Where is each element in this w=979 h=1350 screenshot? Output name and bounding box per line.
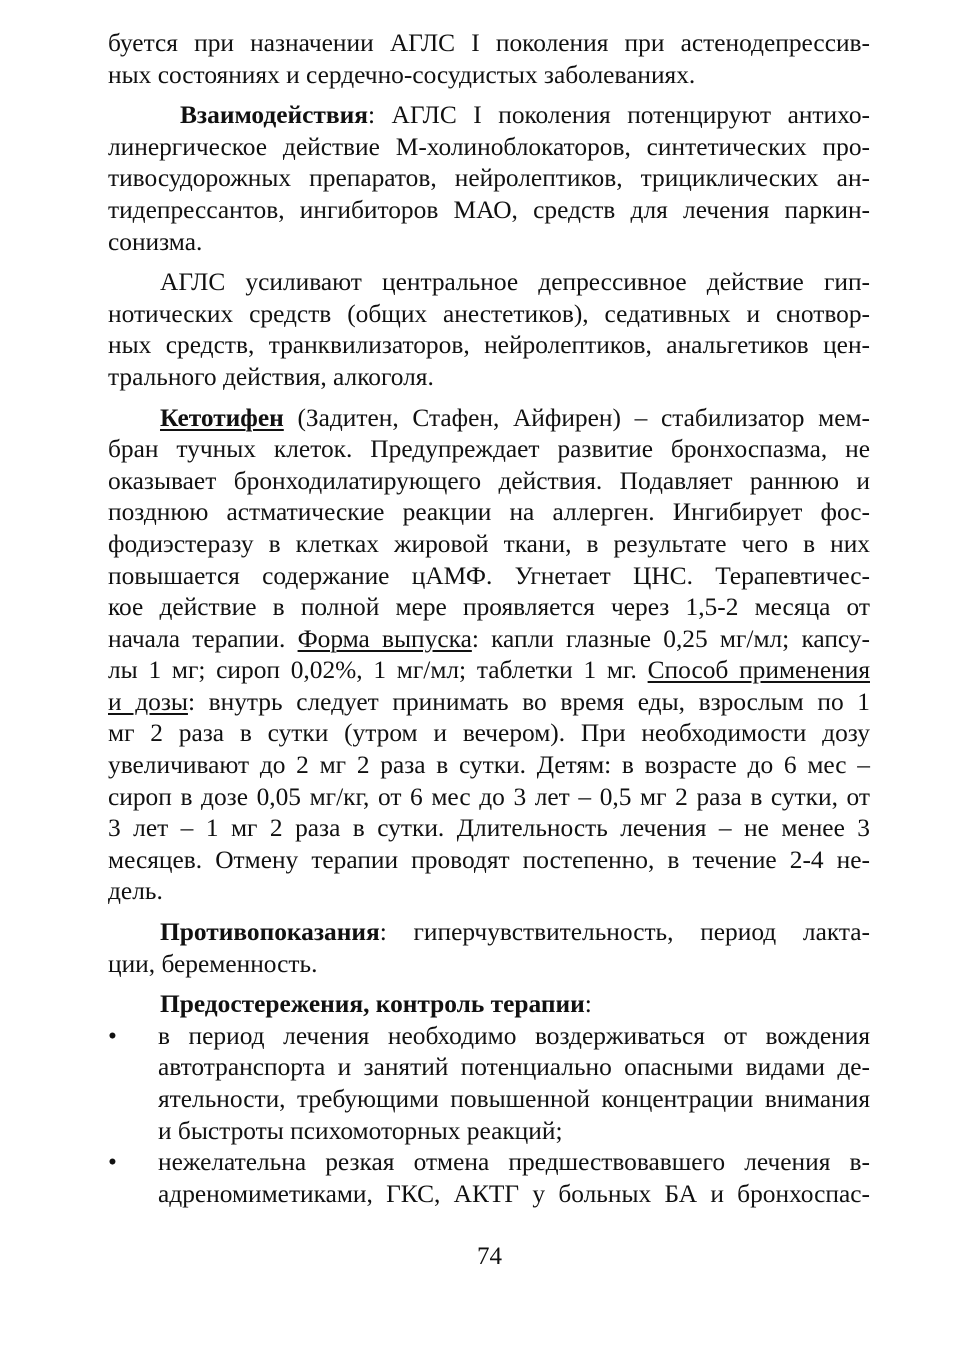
text-line: в период лечения необходимо воздерживаться от вождения [158, 1021, 870, 1050]
text-line: сироп в дозе 0,05 мг/кг, от 6 мес до 3 лет – 0,5 мг 2 раза в сутки, от [108, 782, 870, 811]
text-line: позднюю астматические реакции на аллерген. Ингибирует фос- [108, 498, 870, 527]
dosage-method-label: Способ применения [647, 656, 870, 685]
list-item [108, 1147, 870, 1210]
text-line: и дозы: внутрь следует принимать во время еды, взрослым по 1 [108, 687, 870, 716]
text-line: ных состояниях и сердечно-сосудистых заболеваниях. [108, 60, 696, 89]
text-line: Противопоказания: гиперчувствительность, период лакта- [160, 918, 870, 947]
text-line: ятельности, требующими повышенной концентрации внимания [158, 1085, 870, 1113]
text-line: повышается содержание цАМФ. Угнетает ЦНС. Терапевтичес- [108, 561, 870, 590]
precautions-heading: Предостережения, контроль терапии [160, 990, 585, 1019]
text-line: адреномиметиками, ГКС, АКТГ у больных БА и бронхоспас- [158, 1179, 870, 1208]
list-item [108, 1021, 870, 1147]
text-line: фодиэстеразу в клетках жировой ткани, в результате чего в них [108, 529, 870, 558]
text-line: лы 1 мг; сироп 0,02%, 1 мг/мл; таблетки 1 мг. Способ применения [108, 656, 870, 685]
text-line: буется при назначении АГЛС I поколения при астенодепрессив- [108, 29, 870, 57]
contraindications-heading: Противопоказания [160, 918, 380, 947]
text-line: 3 лет – 1 мг 2 раза в сутки. Длительность лечения – не менее 3 [108, 814, 870, 843]
bullet-icon: • [108, 1021, 117, 1050]
page-body [108, 28, 870, 1210]
text-line: нотических средств (общих анестетиков), седативных и снотвор- [108, 299, 870, 328]
text-line: тивосудорожных препаратов, нейролептиков, трициклических ан- [108, 164, 870, 193]
dosage-method-label-cont: и дозы [108, 687, 188, 716]
interactions-heading: Взаимодействия [180, 101, 368, 130]
text-line: автотранспорта и занятий потенциально опасными видами де- [158, 1053, 870, 1082]
paragraph-ketotifen [108, 403, 870, 909]
text-line: бран тучных клеток. Предупреждает развитие бронхоспазма, не [108, 435, 870, 464]
paragraph-interactions [108, 100, 870, 258]
text-line: начала терапии. Форма выпуска: капли глазные 0,25 мг/мл; капсу- [108, 624, 870, 653]
text-line: оказывает бронходилатирующего действия. Подавляет раннюю и [108, 466, 870, 495]
text-line: трального действия, алкоголя. [108, 362, 434, 391]
text-line: мг 2 раза в сутки (утром и вечером). При необходимости дозу [108, 719, 870, 748]
page-number: 74 [477, 1243, 502, 1270]
text-line: тидепрессантов, ингибиторов МАО, средств для лечения паркин- [108, 195, 870, 224]
paragraph-precautions-heading [108, 989, 870, 1021]
text-line: кое действие в полной мере проявляется через 1,5-2 месяца от [108, 593, 870, 622]
text-line: Предостережения, контроль терапии: [160, 990, 592, 1019]
text-line: ции, беременность. [108, 949, 318, 978]
text-line: ных средств, транквилизаторов, нейролептиков, анальгетиков цен- [108, 331, 870, 360]
paragraph-aglc-effects [108, 267, 870, 393]
text-line: месяцев. Отмену терапии проводят постепенно, в течение 2-4 не- [108, 845, 870, 874]
drug-name-ketotifen: Кетотифен [160, 403, 284, 432]
text-line: нежелательна резкая отмена предшествовавшего лечения в- [158, 1148, 870, 1177]
text-line: дель. [108, 877, 163, 906]
text-line: увеличивают до 2 мг 2 раза в сутки. Детям: в возрасте до 6 мес – [108, 751, 870, 780]
text-line: Кетотифен (Задитен, Стафен, Айфирен) – стабилизатор мем- [160, 403, 870, 432]
paragraph-contraindications [108, 917, 870, 980]
text-line: и быстроты психомоторных реакций; [158, 1116, 563, 1145]
paragraph-continuation [108, 28, 870, 91]
bullet-icon: • [108, 1148, 117, 1177]
text-line: Взаимодействия: АГЛС I поколения потенцируют антихо- [180, 101, 870, 130]
text-line: линергическое действие М-холиноблокаторов, синтетических про- [108, 132, 870, 161]
text-line: АГЛС усиливают центральное депрессивное действие гип- [160, 268, 870, 297]
release-form-label: Форма выпуска [297, 624, 472, 653]
text-line: сонизма. [108, 227, 203, 256]
